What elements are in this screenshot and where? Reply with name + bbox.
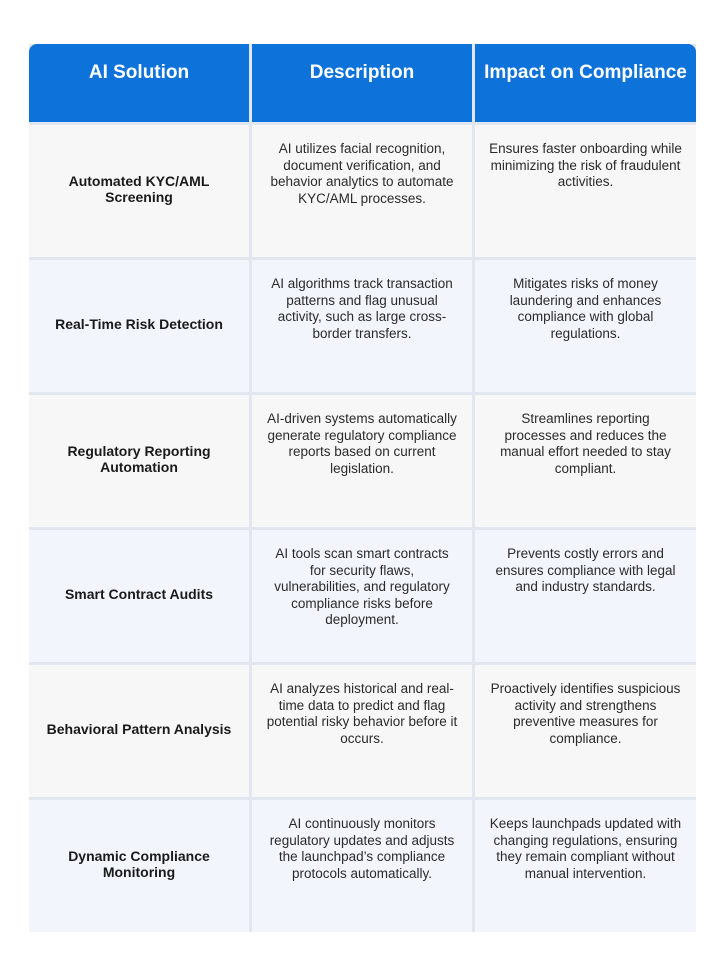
header-ai-solution: AI Solution bbox=[29, 44, 249, 122]
row-1-impact: Ensures faster onboarding while minimizing the risk of fraudulent activities. bbox=[475, 125, 696, 257]
compliance-table bbox=[29, 44, 696, 932]
row-2-impact: Mitigates risks of money laundering and enhances compliance with global regulations. bbox=[475, 260, 696, 392]
row-1-description: AI utilizes facial recognition, document verification, and behavior analytics to automate KYC/AML processes. bbox=[252, 125, 472, 257]
row-3-impact: Streamlines reporting processes and reduces the manual effort needed to stay compliant. bbox=[475, 395, 696, 527]
header-description: Description bbox=[252, 44, 472, 122]
row-2-solution: Real-Time Risk Detection bbox=[29, 260, 249, 392]
header-impact: Impact on Compliance bbox=[475, 44, 696, 122]
row-1-solution: Automated KYC/AML Screening bbox=[29, 125, 249, 257]
row-6-solution: Dynamic Compliance Monitoring bbox=[29, 800, 249, 932]
row-6-impact: Keeps launchpads updated with changing regulations, ensuring they remain compliant without manual intervention. bbox=[475, 800, 696, 932]
row-4-description: AI tools scan smart contracts for security flaws, vulnerabilities, and regulatory compliance risks before deployment. bbox=[252, 530, 472, 662]
row-6-description: AI continuously monitors regulatory updates and adjusts the launchpad’s compliance protocols automatically. bbox=[252, 800, 472, 932]
row-5-impact: Proactively identifies suspicious activity and strengthens preventive measures for compliance. bbox=[475, 665, 696, 797]
row-3-solution: Regulatory Reporting Automation bbox=[29, 395, 249, 527]
row-4-solution: Smart Contract Audits bbox=[29, 530, 249, 662]
row-5-solution: Behavioral Pattern Analysis bbox=[29, 665, 249, 797]
row-3-description: AI-driven systems automatically generate regulatory compliance reports based on current legislation. bbox=[252, 395, 472, 527]
row-5-description: AI analyzes historical and real-time data to predict and flag potential risky behavior before it occurs. bbox=[252, 665, 472, 797]
row-4-impact: Prevents costly errors and ensures compliance with legal and industry standards. bbox=[475, 530, 696, 662]
row-2-description: AI algorithms track transaction patterns and flag unusual activity, such as large cross-border transfers. bbox=[252, 260, 472, 392]
